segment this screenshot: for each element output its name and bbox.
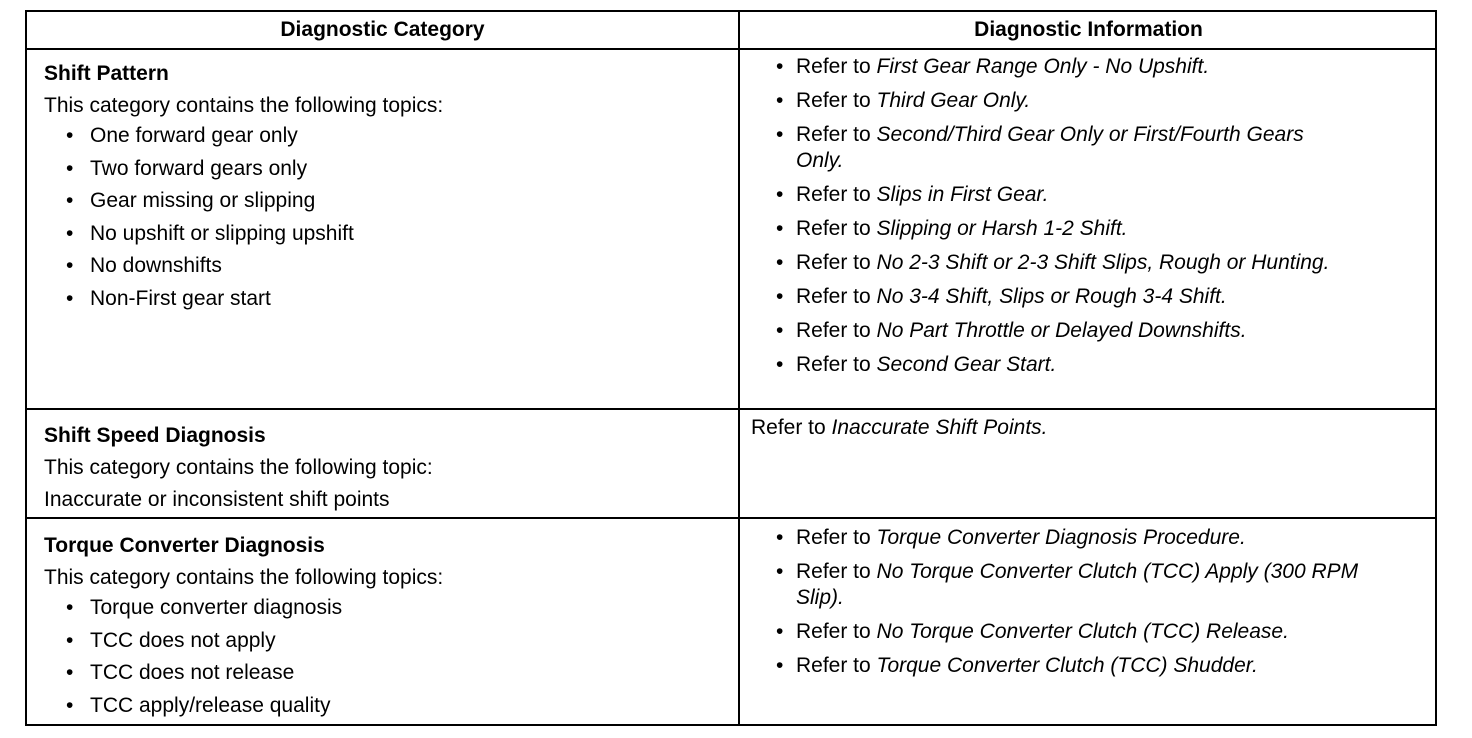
ref-link-text: No Torque Converter Clutch (TCC) Apply (300 RPM Slip). <box>796 560 1359 609</box>
ref-link-text: No Torque Converter Clutch (TCC) Release. <box>876 620 1289 643</box>
ref-prefix: Refer to <box>751 416 832 439</box>
reference-line <box>751 416 1431 440</box>
ref-link-text: Inaccurate Shift Points. <box>831 416 1048 439</box>
info-cell-shift-pattern <box>750 54 1430 386</box>
list-item <box>750 250 1430 276</box>
list-item: • Gear missing or slipping <box>66 189 734 213</box>
list-item <box>750 88 1430 114</box>
category-topic: Inaccurate or inconsistent shift points <box>44 488 390 511</box>
ref-prefix: Refer to <box>796 123 877 146</box>
category-description: This category contains the following topics: <box>44 566 444 589</box>
header-diagnostic-information: Diagnostic Information <box>974 18 1203 41</box>
category-cell-torque-converter <box>44 534 734 726</box>
list-item <box>750 653 1430 679</box>
list-item <box>750 525 1430 551</box>
list-item: • One forward gear only <box>66 124 734 148</box>
ref-link-text: Second Gear Start. <box>876 353 1057 376</box>
category-description: This category contains the following topics: <box>44 94 444 117</box>
reference-list <box>750 54 1430 378</box>
ref-link-text: Slipping or Harsh 1-2 Shift. <box>876 217 1128 240</box>
list-item <box>750 352 1430 378</box>
list-item <box>750 559 1430 611</box>
category-cell-shift-speed <box>44 424 734 520</box>
header-divider <box>27 48 1435 50</box>
category-description: This category contains the following topic: <box>44 456 433 479</box>
diagnostic-table <box>25 10 1437 726</box>
header-diagnostic-category: Diagnostic Category <box>280 18 485 41</box>
ref-prefix: Refer to <box>796 654 877 677</box>
ref-link-text: Torque Converter Diagnosis Procedure. <box>876 526 1246 549</box>
topic-list <box>44 596 734 718</box>
ref-prefix: Refer to <box>796 251 877 274</box>
list-item <box>750 182 1430 208</box>
info-cell-torque-converter <box>750 525 1430 687</box>
list-item <box>750 54 1430 80</box>
list-item: • No upshift or slipping upshift <box>66 222 734 246</box>
category-title: Torque Converter Diagnosis <box>44 534 325 557</box>
ref-link-text: Slips in First Gear. <box>876 183 1049 206</box>
ref-prefix: Refer to <box>796 217 877 240</box>
ref-prefix: Refer to <box>796 353 877 376</box>
list-item: • Two forward gears only <box>66 157 734 181</box>
category-title: Shift Speed Diagnosis <box>44 424 266 447</box>
ref-prefix: Refer to <box>796 55 877 78</box>
list-item <box>750 318 1430 344</box>
row-divider-1 <box>27 408 1435 410</box>
ref-prefix: Refer to <box>796 560 877 583</box>
topic-list <box>44 124 734 311</box>
ref-prefix: Refer to <box>796 620 877 643</box>
info-cell-shift-speed <box>751 416 1431 448</box>
ref-link-text: Second/Third Gear Only or First/Fourth Gears Only. <box>796 123 1304 172</box>
list-item: • TCC does not release <box>66 661 734 685</box>
ref-link-text: No Part Throttle or Delayed Downshifts. <box>876 319 1247 342</box>
ref-prefix: Refer to <box>796 89 877 112</box>
category-cell-shift-pattern <box>44 62 734 319</box>
ref-prefix: Refer to <box>796 319 877 342</box>
ref-prefix: Refer to <box>796 183 877 206</box>
ref-link-text: Third Gear Only. <box>876 89 1031 112</box>
column-divider <box>738 12 740 724</box>
list-item <box>750 216 1430 242</box>
ref-link-text: Torque Converter Clutch (TCC) Shudder. <box>876 654 1258 677</box>
list-item: • Non-First gear start <box>66 287 734 311</box>
list-item <box>750 619 1430 645</box>
list-item: • Torque converter diagnosis <box>66 596 734 620</box>
reference-list <box>750 525 1430 679</box>
ref-link-text: No 3-4 Shift, Slips or Rough 3-4 Shift. <box>876 285 1227 308</box>
ref-link-text: First Gear Range Only - No Upshift. <box>876 55 1210 78</box>
list-item <box>750 122 1430 174</box>
list-item <box>750 284 1430 310</box>
list-item: • TCC apply/release quality <box>66 694 734 718</box>
list-item: • TCC does not apply <box>66 629 734 653</box>
ref-prefix: Refer to <box>796 526 877 549</box>
list-item: • No downshifts <box>66 254 734 278</box>
category-title: Shift Pattern <box>44 62 169 85</box>
ref-prefix: Refer to <box>796 285 877 308</box>
ref-link-text: No 2-3 Shift or 2-3 Shift Slips, Rough or Hunting. <box>876 251 1330 274</box>
